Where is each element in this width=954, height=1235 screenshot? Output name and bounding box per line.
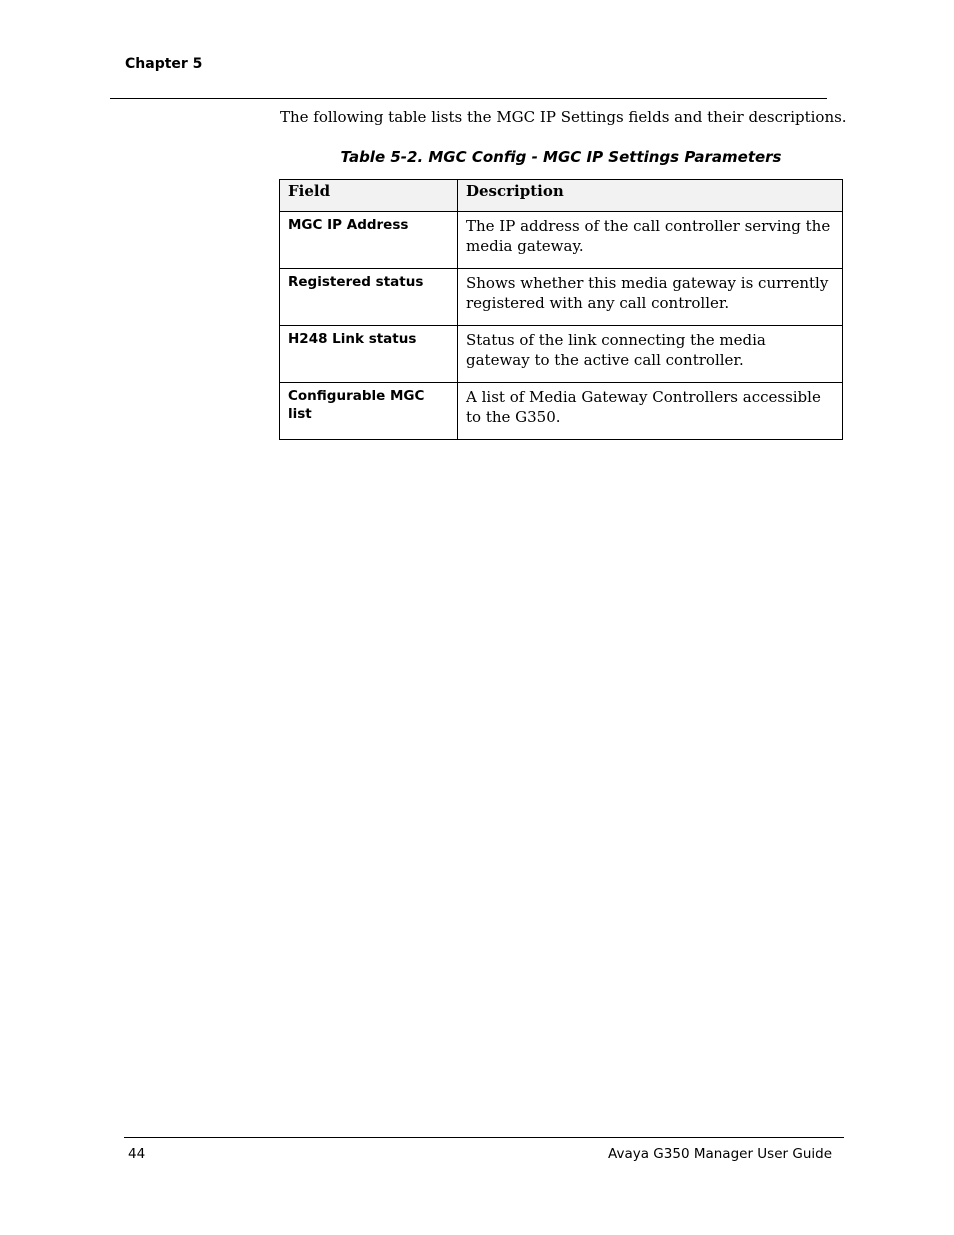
description-cell: A list of Media Gateway Controllers accessible to the G350. bbox=[458, 383, 843, 440]
column-header-field: Field bbox=[280, 180, 458, 212]
header-divider bbox=[110, 98, 827, 99]
table-caption: Table 5-2. MGC Config - MGC IP Settings Parameters bbox=[340, 148, 782, 166]
description-cell: Status of the link connecting the media gateway to the active call controller. bbox=[458, 326, 843, 383]
table-row bbox=[280, 383, 843, 440]
document-title: Avaya G350 Manager User Guide bbox=[608, 1146, 832, 1162]
column-header-description: Description bbox=[458, 180, 843, 212]
description-cell: The IP address of the call controller serving the media gateway. bbox=[458, 212, 843, 269]
intro-paragraph: The following table lists the MGC IP Settings fields and their descriptions. bbox=[280, 108, 847, 126]
field-cell: Configurable MGC list bbox=[280, 383, 458, 440]
mgc-ip-settings-table bbox=[279, 179, 843, 440]
field-cell: Registered status bbox=[280, 269, 458, 326]
page-number: 44 bbox=[128, 1146, 146, 1162]
chapter-heading: Chapter 5 bbox=[125, 56, 203, 72]
footer-divider bbox=[124, 1137, 844, 1138]
table-row bbox=[280, 212, 843, 269]
description-cell: Shows whether this media gateway is currently registered with any call controller. bbox=[458, 269, 843, 326]
table-row bbox=[280, 269, 843, 326]
table-row bbox=[280, 326, 843, 383]
field-cell: H248 Link status bbox=[280, 326, 458, 383]
table-header-row bbox=[280, 180, 843, 212]
field-cell: MGC IP Address bbox=[280, 212, 458, 269]
